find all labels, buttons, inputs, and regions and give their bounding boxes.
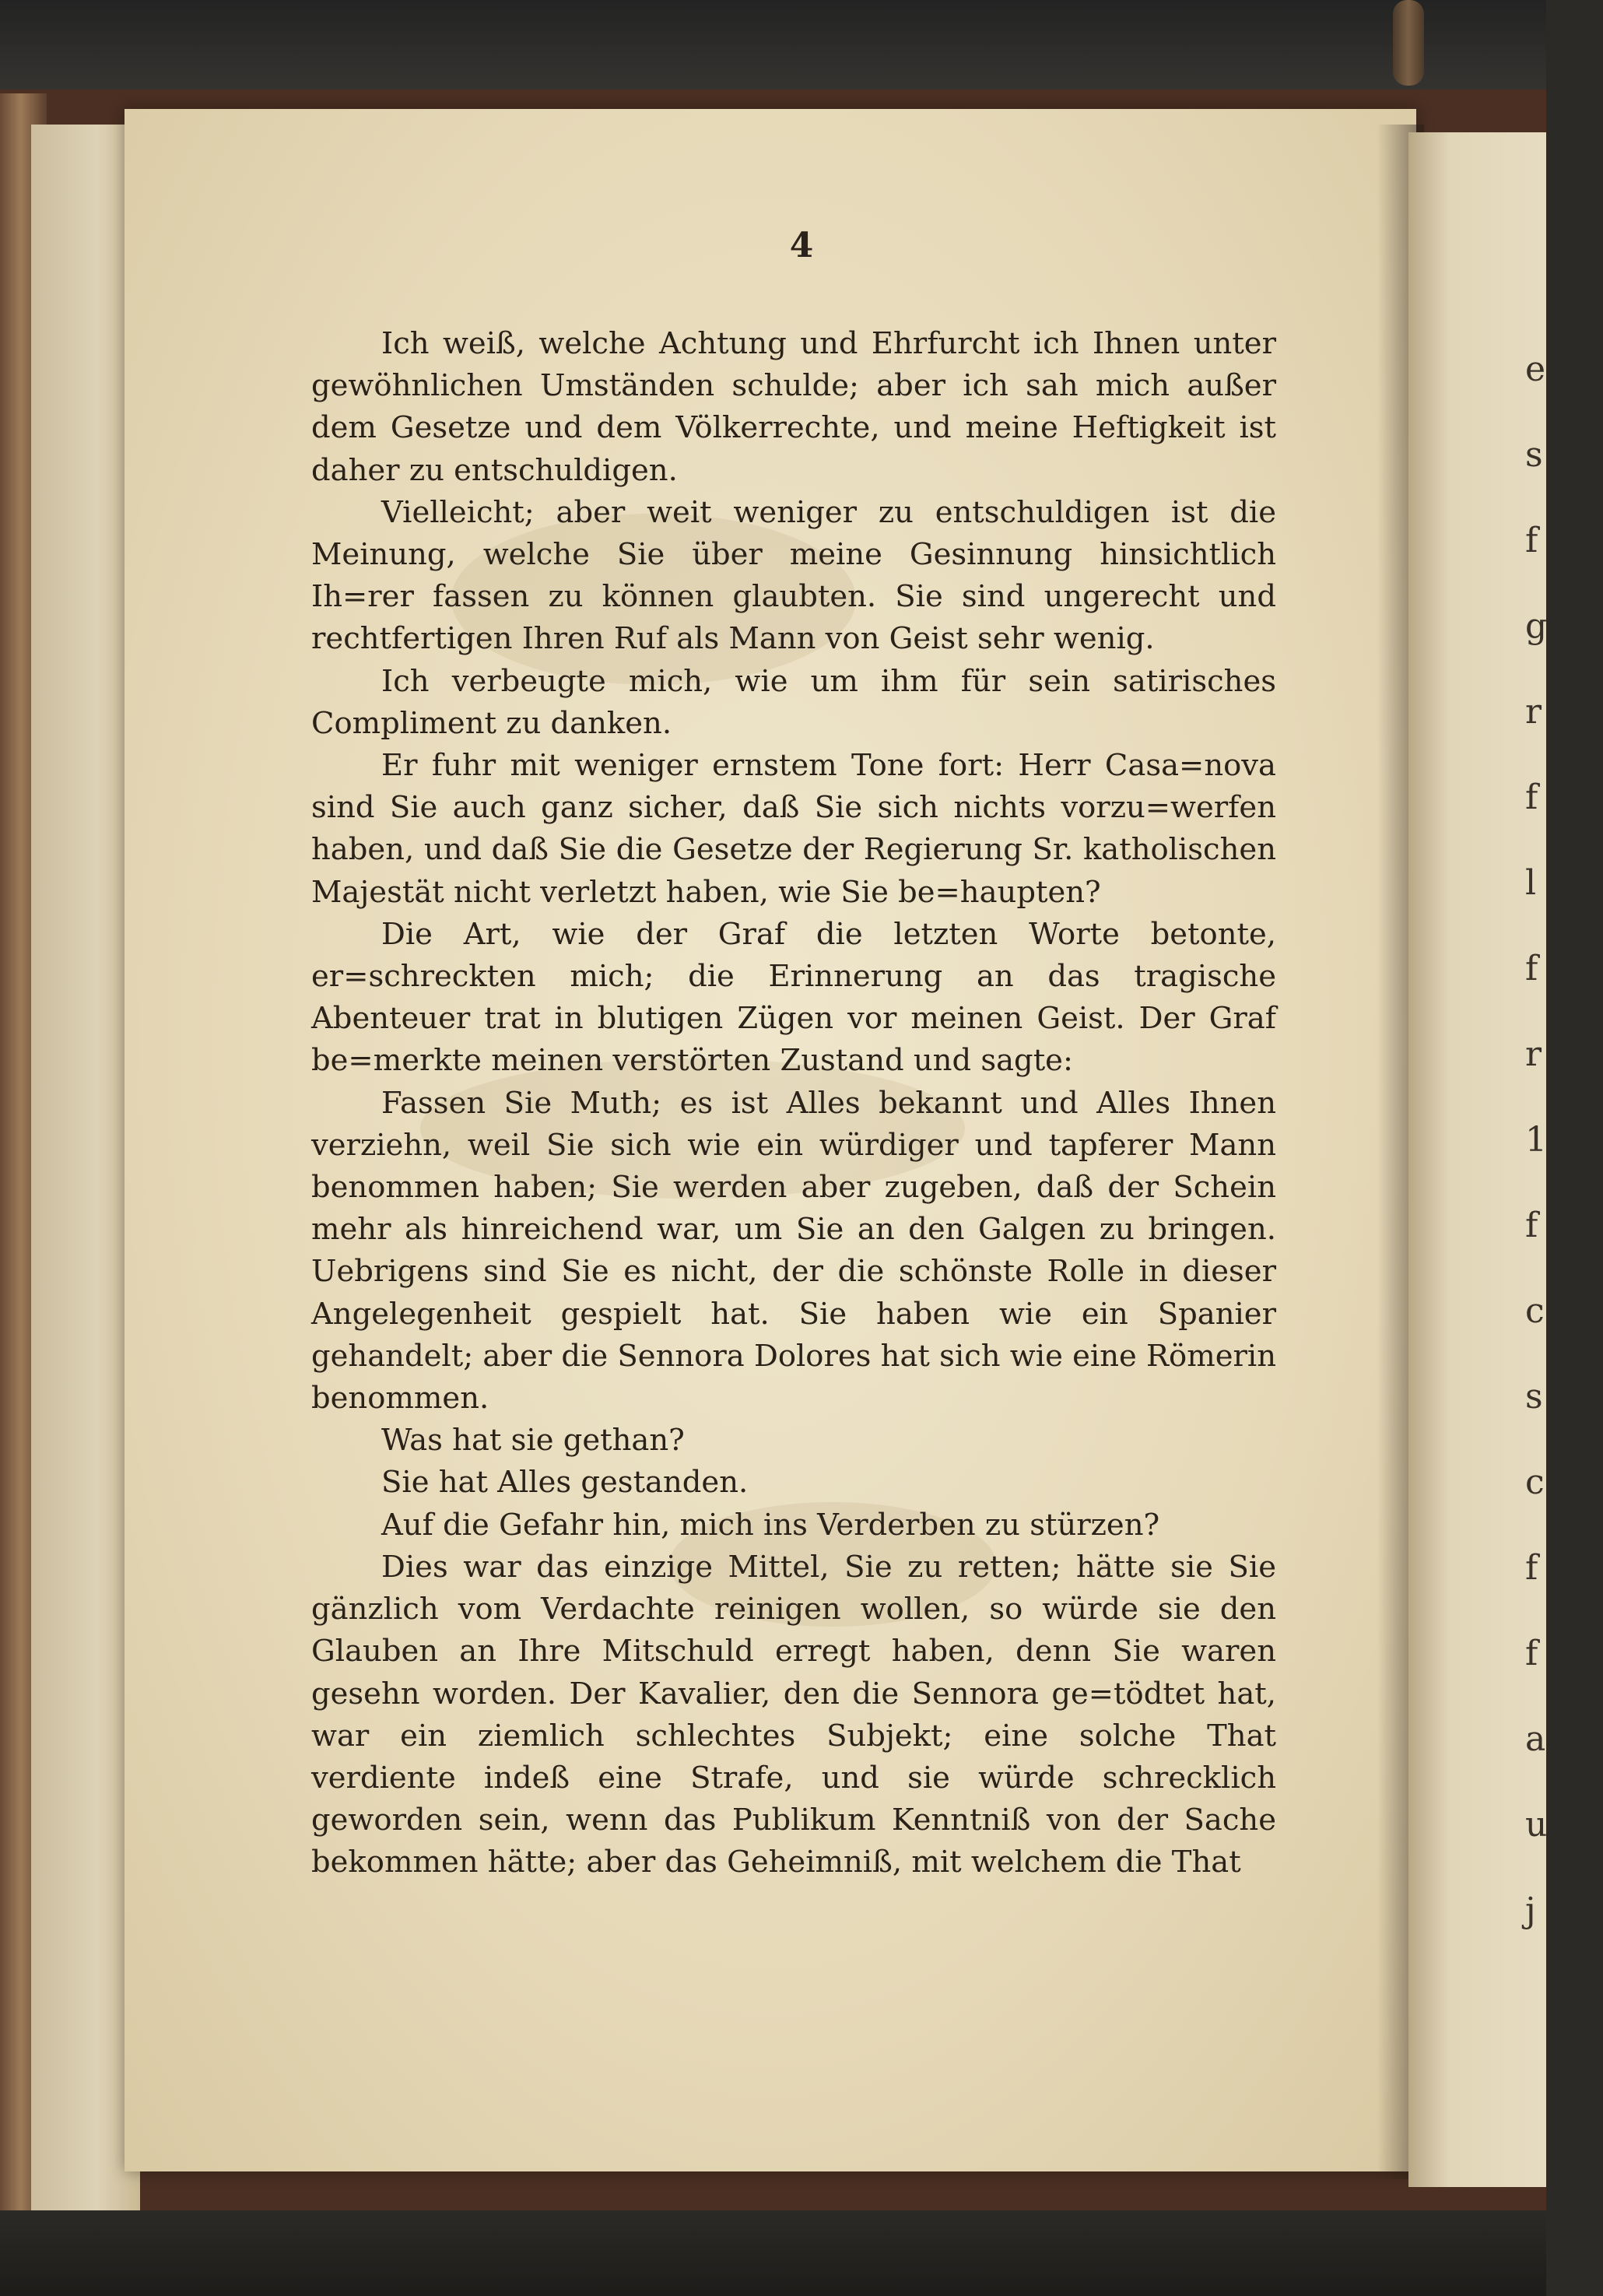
- page-number: 4: [789, 226, 814, 265]
- paragraph: Dies war das einzige Mittel, Sie zu retten; hätte sie Sie gänzlich vom Verdachte reinigen wollen, so würde sie den Glauben an Ihre Mitschuld erregt haben, denn Sie waren gesehn worden. Der Kavalier, den die Sennora ge=tödtet hat, war ein ziemlich schlechtes Subjekt; eine solche That verdiente indeß eine Strafe, und sie würde schrecklich geworden sein, wenn das Publikum Kenntniß von der Sache bekommen hätte; aber das Geheimniß, mit welchem die That: [311, 1549, 1276, 1880]
- paragraph: Ich verbeugte mich, wie um ihm für sein satirisches Compliment zu danken.: [311, 663, 1276, 741]
- paragraph: Sie hat Alles gestanden.: [381, 1465, 749, 1501]
- paragraph: Auf die Gefahr hin, mich ins Verderben zu stürzen?: [381, 1507, 1160, 1543]
- background-bottom: [0, 2210, 1546, 2296]
- paragraph: Was hat sie gethan?: [381, 1423, 685, 1459]
- inner-cover-strip: [31, 125, 140, 2249]
- paragraph: Er fuhr mit weniger ernstem Tone fort: Herr Casa=nova sind Sie auch ganz sicher, daß Sie sich nichts vorzu=werfen haben, und daß Sie die Gesetze der Regierung Sr. katholischen Majestät nicht verletzt haben, wie Sie be=haupten?: [311, 748, 1276, 910]
- bookmark-ribbon: [1393, 0, 1424, 86]
- paragraph: Ich weiß, welche Achtung und Ehrfurcht ich Ihnen unter gewöhnlichen Umständen schulde; aber ich sah mich außer dem Gesetze und dem Völkerrechte, und meine Heftigkeit ist daher zu entschuldigen.: [311, 326, 1276, 488]
- paragraph: Vielleicht; aber weit weniger zu entschuldigen ist die Meinung, welche Sie über meine Gesinnung hinsichtlich Ih=rer fassen zu können glaubten. Sie sind ungerecht und rechtfertigen Ihren Ruf als Mann von Geist sehr wenig.: [311, 494, 1276, 657]
- facing-page-text-fragments: e s f g r f l f r 1 f c s c f f a u j: [1525, 349, 1548, 1930]
- paragraph: Die Art, wie der Graf die letzten Worte betonte, er=schreckten mich; die Erinnerung an das tragische Abenteuer trat in blutigen Zügen vor meinen Geist. Der Graf be=merkte meinen verstörten Zustand und sagte:: [311, 916, 1276, 1079]
- page-text: [311, 323, 1276, 1884]
- paragraph: Fassen Sie Muth; es ist Alles bekannt und Alles Ihnen verziehn, weil Sie sich wie ein würdiger und tapferer Mann benommen haben; Sie werden aber zugeben, daß der Schein mehr als hinreichend war, um Sie an den Galgen zu bringen. Uebrigens sind Sie es nicht, der die schönste Rolle in dieser Angelegenheit gespielt hat. Sie haben wie ein Spanier gehandelt; aber die Sennora Dolores hat sich wie eine Römerin benommen.: [311, 1085, 1276, 1417]
